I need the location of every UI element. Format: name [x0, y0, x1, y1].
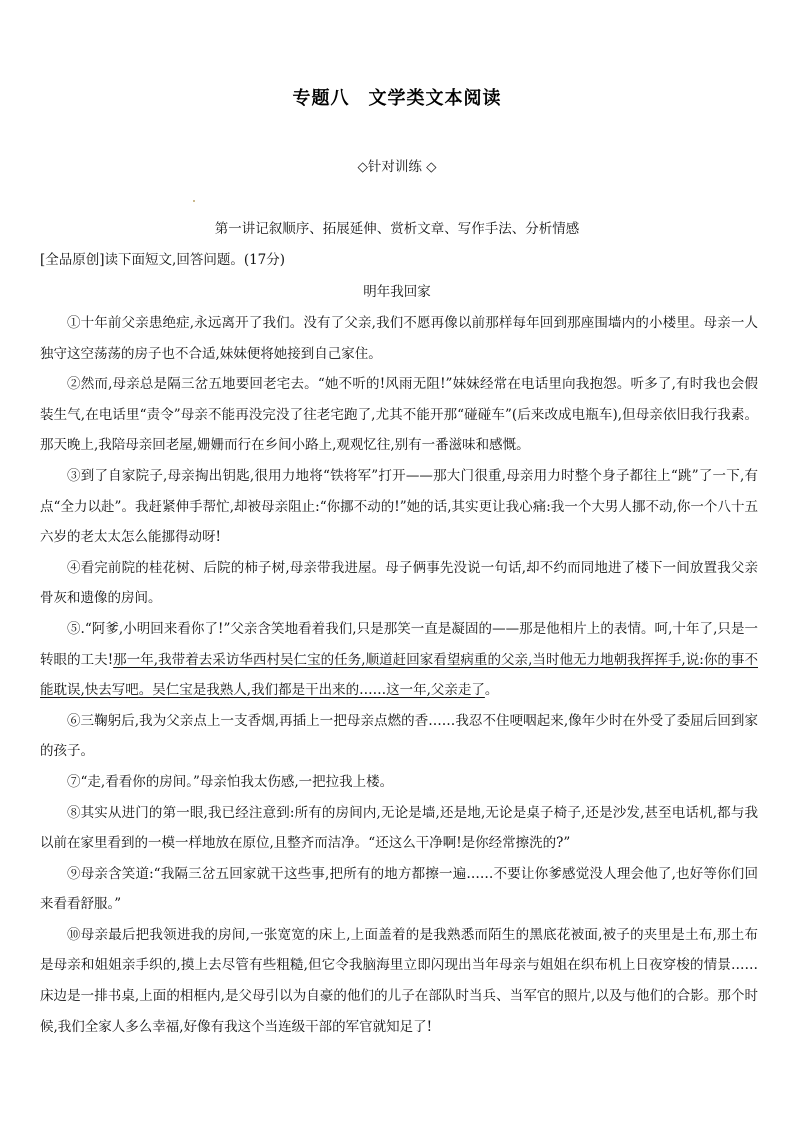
- paragraph-5-lead: ⑤.“阿爹,小明回来看你了!”父亲含笑地看着我们,只是那笑一直是凝固的——那是他相片上的表情。呵,十年了,只是一转眼的工夫!: [40, 620, 758, 668]
- underlined-passage: 那一年,我带着去采访华西村吴仁宝的任务,顺道赶回家看望病重的父亲,当时他无力地朝我挥挥手,说:你的事不能耽误,快去写吧。吴仁宝是我熟人,我们都是干出来的……这一年,父亲走了: [40, 651, 758, 699]
- question-instruction: [全品原创]读下面短文,回答问题。(17分): [40, 252, 286, 268]
- paragraph-6: ⑥三鞠躬后,我为父亲点上一支香烟,再插上一把母亲点燃的香……我忍不住哽咽起来,像年少时在外受了委屈后回到家的孩子。: [40, 712, 758, 760]
- paragraph-9: ⑨母亲含笑道:“我隔三岔五回家就干这些事,把所有的地方都擦一遍……不要让你爹感觉没人理会他了,也好等你们回来看看舒服。”: [40, 865, 758, 913]
- page-title: 专题八 文学类文本阅读: [292, 88, 502, 109]
- scan-speck: [193, 200, 195, 202]
- paragraph-1: ①十年前父亲患绝症,永远离开了我们。没有了父亲,我们不愿再像以前那样每年回到那座围墙内的小楼里。母亲一人独守这空荡荡的房子也不合适,妹妹便将她接到自己家住。: [40, 315, 758, 362]
- paragraph-3: ③到了自家院子,母亲掏出钥匙,很用力地将“铁将军”打开——那大门很重,母亲用力时整个身子都往上“跳”了一下,有点“全力以赴”。我赶紧伸手帮忙,却被母亲阻止:“你挪不动的!”她的话,其实更让我心痛:我一个大男人挪不动,你一个八十五六岁的老太太怎么能挪得动呀!: [40, 467, 758, 546]
- paragraph-2: ②然而,母亲总是隔三岔五地要回老宅去。“她不听的!风雨无阻!”妹妹经常在电话里向我抱怨。听多了,有时我也会假装生气,在电话里“责令”母亲不能再没完没了往老宅跑了,尤其不能开那“碰碰车”(后来改成电瓶车),但母亲依旧我行我素。那天晚上,我陪母亲回老屋,姗姗而行在乡间小路上,观观忆往,别有一番滋味和感慨。: [40, 376, 758, 454]
- article-body: [40, 308, 758, 1042]
- paragraph-7: ⑦“走,看看你的房间。”母亲怕我太伤感,一把拉我上楼。: [67, 773, 394, 790]
- lecture-title: 第一讲记叙顺序、拓展延伸、赏析文章、写作手法、分析情感: [214, 221, 580, 237]
- paragraph-5-end: 。: [484, 682, 499, 699]
- paragraph-5: [40, 614, 758, 706]
- paragraph-10: ⑩母亲最后把我领进我的房间,一张宽宽的床上,上面盖着的是我熟悉而陌生的黑底花被面,被子的夹里是土布,那土布是母亲和姐姐亲手织的,摸上去尽管有些粗糙,但它令我脑海里立即闪现出当年母亲与姐姐在织布机上日夜穿梭的情景……床边是一排书桌,上面的相框内,是父母引以为自豪的他们的儿子在部队时当兵、当军官的照片,以及与他们的合影。那个时候,我们全家人多么幸福,好像有我这个当连级干部的军官就知足了!: [40, 926, 758, 1035]
- section-label: ◇针对训练 ◇: [357, 159, 437, 175]
- paragraph-4: ④看完前院的桂花树、后院的柿子树,母亲带我进屋。母子俩事先没说一句话,却不约而同地进了楼下一间放置我父亲骨灰和遗像的房间。: [40, 559, 758, 607]
- paragraph-8: ⑧其实从进门的第一眼,我已经注意到:所有的房间内,无论是墙,还是地,无论是桌子椅子,还是沙发,甚至电话机,都与我以前在家里看到的一模一样地放在原位,且整齐而洁净。“还这么干净啊!是你经常擦洗的?”: [40, 804, 758, 852]
- article-title: 明年我回家: [363, 284, 431, 300]
